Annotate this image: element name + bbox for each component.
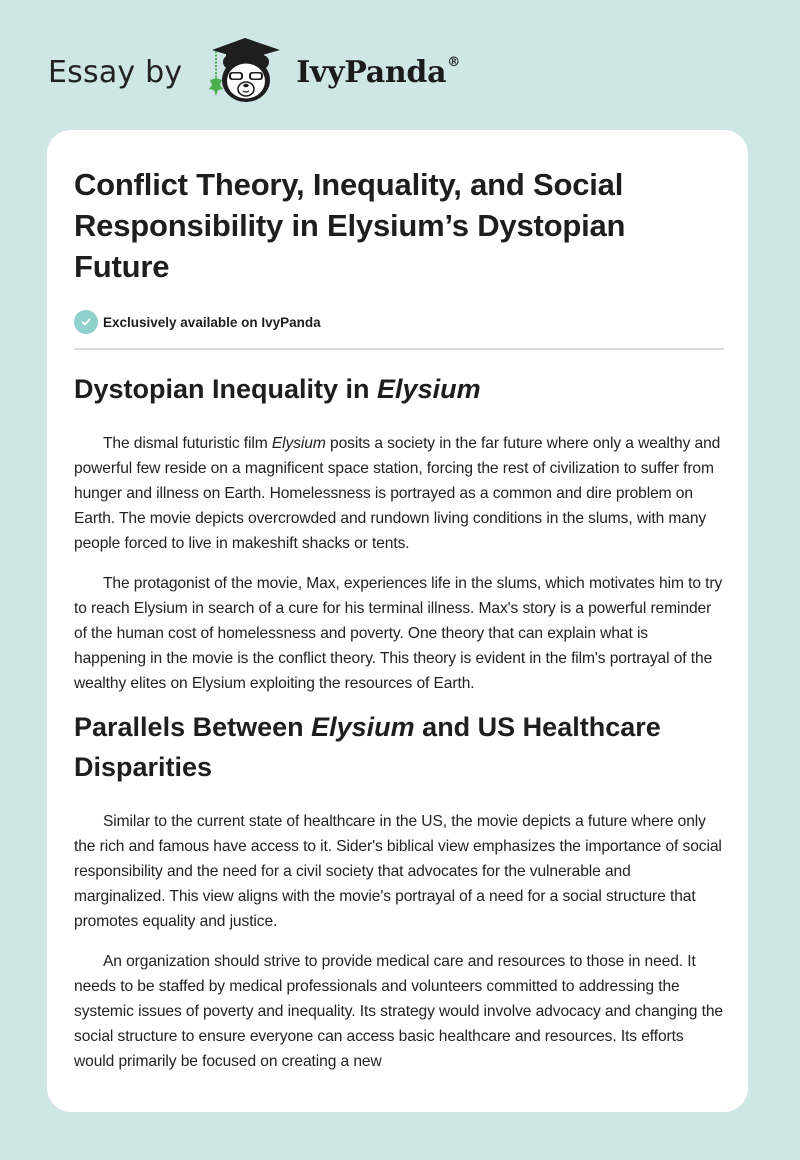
exclusive-label: Exclusively available on IvyPanda [103,314,321,330]
section-heading-healthcare-parallels [74,707,724,787]
exclusive-badge [74,309,724,335]
paragraph-text: The dismal futuristic film [103,435,272,452]
paragraph [74,431,724,556]
essay-content [74,164,724,1074]
paragraph: An organization should strive to provide medical care and resources to those in need. It needs to be staffed by medical professionals and volunteers committed to addressing the systemic issues of poverty and inequality. Its strategy would involve advocacy and changing the social structure to ensure everyone can access basic healthcare and resources. Its efforts would primarily be focused on creating a new [74,953,723,1070]
heading-text: Parallels Between [74,712,312,742]
heading-film-title: Elysium [377,374,481,404]
check-circle-icon [74,310,98,334]
paragraph: Similar to the current state of healthcare in the US, the movie depicts a future where only the rich and famous have access to it. Sider's biblical view emphasizes the importance of social responsibility and the need for a civil society that advocates for the vulnerable and marginalized. This view aligns with the movie's portrayal of a need for a social structure that promotes equality and justice. [74,813,722,930]
essay-by-label: Essay by [48,54,183,90]
essay-card [47,130,748,1112]
heading-text: and US Healthcare Disparities [74,712,661,782]
film-title: Elysium [271,435,326,452]
essay-title: Conflict Theory, Inequality, and Social Responsibility in Elysium’s Dystopian Future [74,167,626,284]
section-heading-dystopian-inequality [74,369,724,409]
brand-name[interactable] [296,55,460,90]
panda-graduate-logo-icon[interactable] [200,34,296,111]
heading-text: Dystopian Inequality in [74,374,378,404]
title-divider [74,348,724,350]
paragraph-text: posits a society in the far future where only a wealthy and powerful few reside on a magnificent space station, forcing the rest of civilization to suffer from hunger and illness on Earth. Homelessness is portrayed as a common and dire problem on Earth. The movie depicts overcrowded and rundown living conditions in the slums, with many people forced to live in makeshift shacks or tents. [74,435,721,552]
registered-mark: ® [447,54,460,70]
paragraph: The protagonist of the movie, Max, experiences life in the slums, which motivates him to try to reach Elysium in search of a cure for his terminal illness. Max's story is a powerful reminder of the human cost of homelessness and poverty. One theory that can explain what is happening in the movie is the conflict theory. This theory is evident in the film's portrayal of the wealthy elites on Elysium exploiting the resources of Earth. [74,575,723,692]
site-header [48,36,460,108]
heading-film-title: Elysium [311,712,415,742]
brand-text: IvyPanda [296,54,447,90]
